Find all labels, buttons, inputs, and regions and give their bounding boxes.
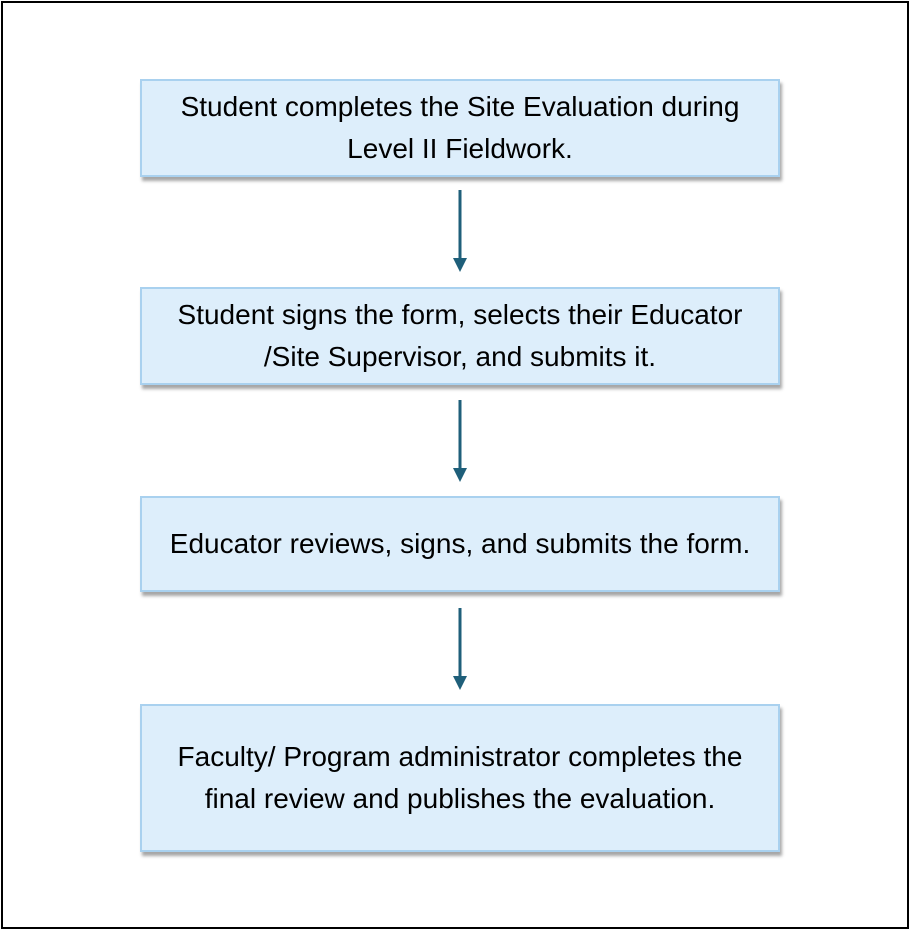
flow-step-4: Faculty/ Program administrator completes the final review and publishes the evaluation. <box>140 704 780 852</box>
flow-step-2: Student signs the form, selects their Educator /Site Supervisor, and submits it. <box>140 287 780 385</box>
arrow-down-icon <box>450 608 470 692</box>
arrow-down-icon <box>450 400 470 484</box>
flow-step-3: Educator reviews, signs, and submits the form. <box>140 496 780 592</box>
arrow-down-icon <box>450 190 470 274</box>
flow-step-1: Student completes the Site Evaluation during Level II Fieldwork. <box>140 79 780 177</box>
